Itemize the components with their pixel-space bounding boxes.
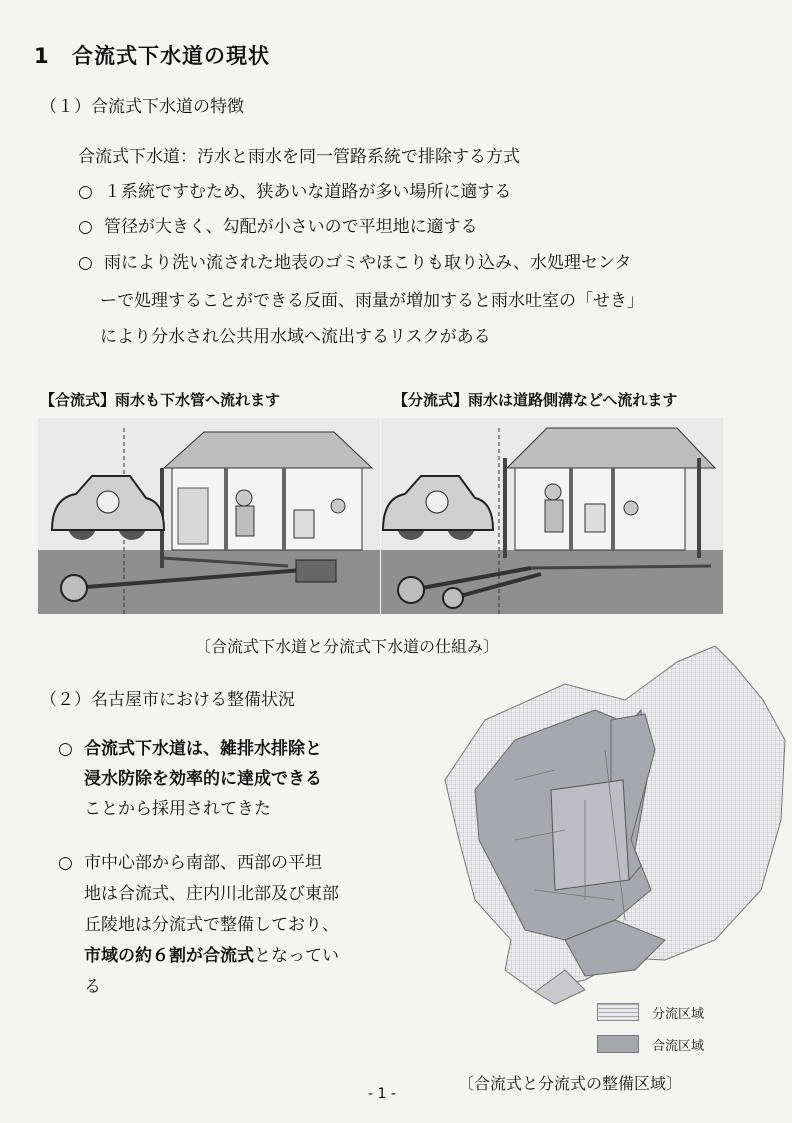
p2-line-2: 地は合流式、庄内川北部及び東部: [84, 884, 339, 904]
bullet-symbol: ○: [58, 739, 73, 759]
p2-line-1: 市中心部から南部、西部の平坦: [84, 853, 322, 873]
section2-bullet-1: [58, 734, 322, 759]
p2-line-3: 丘陵地は分流式で整備しており、: [84, 915, 339, 935]
combined-sewer-illustration: [38, 418, 380, 614]
bullet-symbol: ○: [78, 182, 93, 202]
toilet: [294, 510, 314, 538]
bullet-3-continuation-2: により分水され公共用水域へ流出するリスクがある: [100, 327, 491, 347]
section-title: 合流式下水道の現状: [72, 44, 270, 68]
sewer-main: [61, 575, 87, 601]
page-number: - 1 -: [368, 1086, 396, 1102]
map-caption: 〔合流式と分流式の整備区域〕: [458, 1074, 683, 1093]
bullet-2: [78, 212, 478, 237]
bullet-3-text: 雨により洗い流された地表のゴミやほこりも取り込み、水処理センタ: [104, 253, 632, 273]
p2-line-5: る: [84, 977, 101, 997]
p2-line-4: [84, 941, 339, 966]
p2-bold-text: 市域の約６割が合流式: [84, 946, 254, 966]
p1-line-3: ことから採用されてきた: [84, 799, 271, 819]
central-ward: [551, 780, 629, 890]
section2-bullet-2: [58, 848, 322, 873]
bullet-1-text: １系統ですむため、狭あいな道路が多い場所に適する: [104, 182, 512, 202]
separate-sewer-illustration: [381, 418, 723, 614]
ground-layer: [381, 550, 723, 614]
toilet: [585, 504, 605, 532]
page-title: [34, 40, 270, 70]
bullet-symbol: ○: [58, 853, 73, 873]
sewer-main: [398, 577, 424, 603]
bullet-symbol: ○: [78, 217, 93, 237]
diagram-caption: 〔合流式下水道と分流式下水道の仕組み〕: [195, 637, 500, 656]
bullet-3-continuation-1: ーで処理することができる反面、雨量が増加すると雨水吐室の「せき」: [100, 291, 644, 311]
section-number: 1: [34, 44, 50, 68]
legend-swatch-separate: [597, 1003, 639, 1021]
diagram-left-title: 【合流式】雨水も下水管へ流れます: [40, 391, 281, 409]
p1-line-1: 合流式下水道は、雑排水排除と: [84, 739, 322, 759]
bullet-3: [78, 248, 631, 273]
storm-main: [443, 588, 463, 608]
diagram-right-title: 【分流式】雨水は道路側溝などへ流れます: [393, 391, 678, 409]
definition-line: 合流式下水道：汚水と雨水を同一管路系統で排除する方式: [78, 147, 520, 167]
person-head: [545, 484, 561, 500]
nagoya-sewer-map: [415, 640, 789, 1018]
legend-label-separate: 分流区域: [652, 1007, 705, 1022]
legend-swatch-combined: [597, 1035, 639, 1053]
person-head: [236, 490, 252, 506]
bullet-2-text: 管径が大きく、勾配が小さいので平坦地に適する: [104, 217, 478, 237]
p1-line-2: 浸水防除を効率的に達成できる: [84, 769, 322, 789]
bullet-1: [78, 177, 511, 202]
legend-label-combined: 合流区域: [652, 1039, 705, 1054]
section2-heading: （２）名古屋市における整備状況: [40, 690, 295, 710]
p2-tail-text: となってい: [254, 946, 339, 966]
section1-heading: （１）合流式下水道の特徴: [40, 97, 244, 117]
bullet-symbol: ○: [78, 253, 93, 273]
